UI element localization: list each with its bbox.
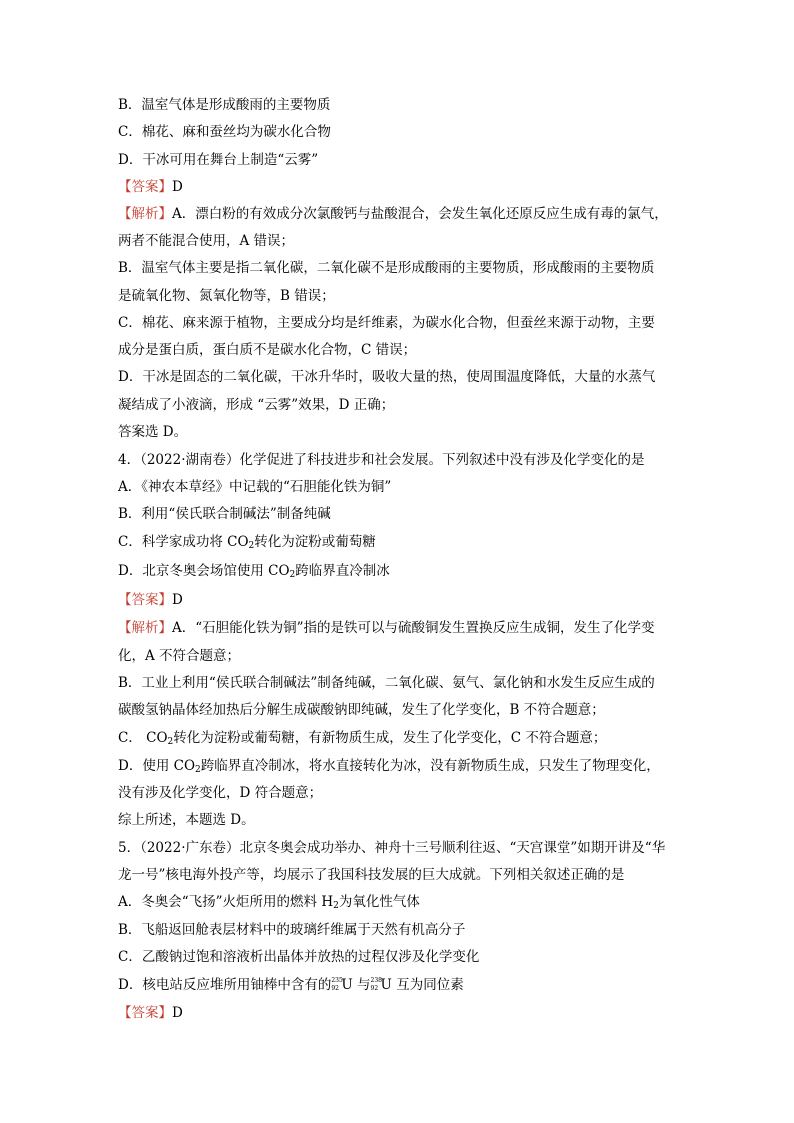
question-4-option-c: C．科学家成功将 $CO_2$转化为淀粉或葡萄糖 (118, 534, 376, 551)
answer-line: 【答案】D (118, 1005, 183, 1021)
analysis-line: C．棉花、麻来源于植物，主要成分均是纤维素，为碳水化合物，但蚕丝来源于动物，主要 (118, 315, 655, 331)
analysis-line: B．温室气体主要是指二氧化碳，二氧化碳不是形成酸雨的主要物质，形成酸雨的主要物质 (118, 260, 655, 276)
option-b-line: B．温室气体是形成酸雨的主要物质 (118, 97, 331, 113)
analysis-line: 两者不能混合使用，A 错误； (118, 233, 295, 249)
analysis-line: 成分是蛋白质，蛋白质不是碳水化合物，C 错误； (118, 342, 417, 358)
analysis-line: D．干冰是固态的二氧化碳，干冰升华时，吸收大量的热，使周围温度降低，大量的水蒸气 (118, 369, 656, 385)
question-5-option-c: C．乙酸钠过饱和溶液析出晶体并放热的过程仅涉及化学变化 (118, 949, 480, 965)
question-4-option-a: A．《神农本草经》中记载的“石胆能化铁为铜” (118, 479, 392, 495)
question-4-option-b: B．利用“侯氏联合制碱法”制备纯碱 (118, 506, 331, 522)
analysis-line: 是硫氧化物、氮氧化物等，B 错误； (118, 288, 335, 304)
question-5-option-d: D．核电站反应堆所用铀棒中含有的 235 92 U 与 238 92 U 互为同位素 (118, 977, 464, 993)
analysis-tag: 【解析】 (118, 206, 172, 222)
question-5-option-a: A．冬奥会“飞扬”火炬所用的燃料 $H_2$为氧化性气体 (118, 894, 420, 911)
answer-tag: 【答案】 (118, 179, 172, 195)
answer-tag: 【答案】 (118, 1005, 172, 1021)
question-4-stem: 4．（2022·湖南卷）化学促进了科技进步和社会发展。下列叙述中没有涉及化学变化的是 (118, 452, 645, 468)
question-4-option-d: D．北京冬奥会场馆使用 $CO_2$跨临界直冷制冰 (118, 563, 390, 580)
analysis-line: 没有涉及化学变化，D 符合题意； (118, 785, 323, 801)
answer-line: 【答案】D (118, 592, 183, 608)
answer-tag: 【答案】 (118, 592, 172, 608)
analysis-line: 【解析】A．漂白粉的有效成分次氯酸钙与盐酸混合，会发生氧化还原反应生成有毒的氯气， (118, 206, 668, 222)
analysis-line: B．工业上利用“侯氏联合制碱法”制备纯碱，二氧化碳、氨气、氯化钠和水发生反应生成的 (118, 675, 655, 691)
isotope-u235: 235 92 (331, 977, 343, 992)
analysis-line: 化，A 不符合题意； (118, 648, 241, 664)
analysis-line: 碳酸氢钠晶体经加热后分解生成碳酸钠即纯碱，发生了化学变化，B 不符合题意； (118, 702, 605, 718)
isotope-u238: 238 92 (370, 977, 382, 992)
option-d-line: D．干冰可用在舞台上制造“云雾” (118, 152, 319, 168)
option-c-line: C．棉花、麻和蚕丝均为碳水化合物 (118, 124, 331, 140)
conclusion-line: 答案选 D。 (118, 424, 188, 440)
analysis-line: C． $CO_2$转化为淀粉或葡萄糖，有新物质生成，发生了化学变化，C 不符合题意； (118, 730, 607, 747)
analysis-line: D．使用 $CO_2$跨临界直冷制冰，将水直接转化为冰，没有新物质生成，只发生了物理变化， (118, 758, 660, 775)
analysis-line: 【解析】A．“石胆能化铁为铜”指的是铁可以与硫酸铜发生置换反应生成铜，发生了化学变 (118, 620, 655, 636)
analysis-line: 凝结成了小液滴，形成 “云雾”效果，D 正确； (118, 397, 395, 413)
answer-line: 【答案】D (118, 179, 183, 195)
question-5-stem: 5．（2022·广东卷）北京冬奥会成功举办、神舟十三号顺利往返、“天宫课堂”如期开讲及“华 (118, 840, 666, 856)
analysis-tag: 【解析】 (118, 620, 172, 636)
question-5-stem: 龙一号”核电海外投产等，均展示了我国科技发展的巨大成就。下列相关叙述正确的是 (118, 867, 625, 883)
conclusion-line: 综上所述，本题选 D。 (118, 812, 255, 828)
question-5-option-b: B．飞船返回舱表层材料中的玻璃纤维属于天然有机高分子 (118, 922, 466, 938)
